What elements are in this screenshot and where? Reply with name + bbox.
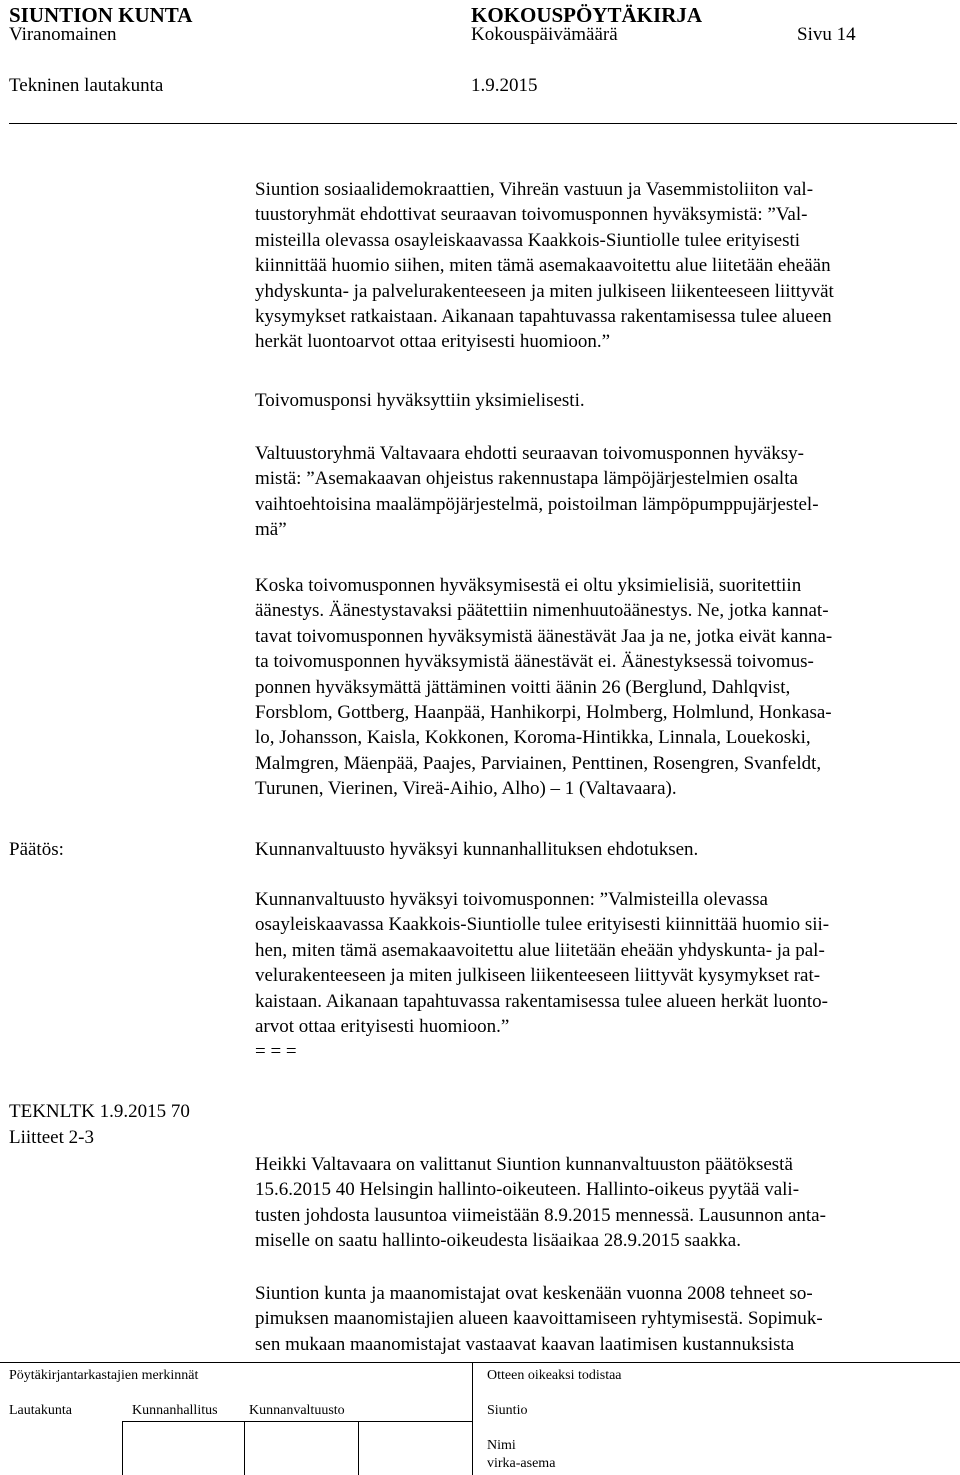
text-line: Koska toivomusponnen hyväksymisestä ei oltu yksimielisiä, suoritettiin xyxy=(255,575,802,596)
footer-signature-line xyxy=(122,1421,472,1422)
position-label: virka-asema xyxy=(487,1456,556,1471)
text-line: äänestys. Äänestystavaksi päätettiin nimenhuutoäänestys. Ne, jotka kannat- xyxy=(255,600,829,622)
organization-name: SIUNTION KUNTA xyxy=(9,3,193,27)
document-type: KOKOUSPÖYTÄKIRJA xyxy=(471,3,703,27)
paragraph-proposal-1 xyxy=(255,177,955,355)
paragraph-accepted xyxy=(255,388,955,413)
text-line: herkät luontoarvot ottaa erityisesti huomioon.” xyxy=(255,331,611,353)
text-line: pimuksen maanomistajien alueen kaavoittamiseen ryhtymisestä. Sopimuk- xyxy=(255,1308,823,1330)
column-municipal-council: Kunnanvaltuusto xyxy=(249,1403,345,1418)
text-line: Heikki Valtavaara on valittanut Siuntion kunnanvaltuuston päätöksestä xyxy=(255,1154,793,1175)
text-line: kysymykset ratkaistaan. Aikanaan tapahtuvassa rakentamisessa tulee alueen xyxy=(255,306,832,328)
column-committee: Lautakunta xyxy=(9,1403,72,1418)
footer-center-divider xyxy=(472,1362,473,1475)
text-line: velurakenteeseen ja miten julkiseen liikenteeseen liittyvät kysymykset rat- xyxy=(255,965,821,987)
text-line: vaihtoehtoisina maalämpöjärjestelmä, poistoilman lämpöpumppujärjestel- xyxy=(255,493,819,515)
text-line: miselle on saatu hallinto-oikeudesta lisäaikaa 28.9.2015 saakka. xyxy=(255,1230,741,1252)
text-line: sen mukaan maanomistajat vastaavat kaavan laatimisen kustannuksista xyxy=(255,1333,795,1355)
text-line: mä” xyxy=(255,519,287,541)
text-line: tuustoryhmät ehdottivat seuraavan toivomusponnen hyväksymistä: ”Val- xyxy=(255,204,808,226)
footer-column-divider-2 xyxy=(244,1421,245,1475)
name-label: Nimi xyxy=(487,1438,516,1453)
attachments-label: Liitteet 2-3 xyxy=(9,1127,94,1148)
text-line: Kunnanvaltuusto hyväksyi toivomusponnen: ”Valmisteilla olevassa xyxy=(255,889,768,910)
paragraph-vote xyxy=(255,573,955,802)
text-line: kaistaan. Aikanaan tapahtuvassa rakentamisessa tulee alueen herkät luonto- xyxy=(255,990,828,1012)
paragraph-adopted-resolution xyxy=(255,887,955,1065)
text-line: Siuntion kunta ja maanomistajat ovat keskenään vuonna 2008 tehneet so- xyxy=(255,1283,813,1304)
text-line: ta toivomusponnen hyväksymistä äänestävät ei. Äänestyksessä toivomus- xyxy=(255,651,814,673)
text-line: mistä: ”Asemakaavan ohjeistus rakennustapa lämpöjärjestelmien osalta xyxy=(255,468,798,490)
authority-name: Tekninen lautakunta xyxy=(9,75,164,96)
text-line: Turunen, Vierinen, Vireä-Aihio, Alho) – 1 (Valtavaara). xyxy=(255,778,677,800)
section-reference: TEKNLTK 1.9.2015 70 xyxy=(9,1101,190,1122)
paragraph-decision xyxy=(255,837,955,862)
text-line: tavat toivomusponnen hyväksymistä äänestävät Jaa ja ne, jotka eivät kanna- xyxy=(255,625,833,647)
text-line: osayleiskaavassa Kaakkois-Siuntiolle tulee erityisesti kiinnittää huomio sii- xyxy=(255,914,830,936)
text-line: = = = xyxy=(255,1041,297,1063)
paragraph-proposal-2 xyxy=(255,441,955,543)
text-line: Toivomusponsi hyväksyttiin yksimielisesti. xyxy=(255,390,585,411)
text-line: yhdyskunta- ja palvelurakenteeseen ja miten julkiseen liikenteeseen liittyvät xyxy=(255,280,834,302)
text-line: tusten johdosta lausuntoa viimeistään 8.9.2015 mennessä. Lausunnon anta- xyxy=(255,1204,826,1226)
text-line: Malmgren, Mäenpää, Paajes, Parviainen, Penttinen, Rosengren, Svanfeldt, xyxy=(255,752,822,774)
header-divider xyxy=(9,123,957,124)
text-line: Forsblom, Gottberg, Haanpää, Hanhikorpi, Holmberg, Holmlund, Honkasa- xyxy=(255,702,832,724)
text-line: ponnen hyväksymättä jättäminen voitti äänin 26 (Berglund, Dahlqvist, xyxy=(255,676,791,698)
page-number: Sivu 14 xyxy=(797,24,856,45)
column-municipal-board: Kunnanhallitus xyxy=(132,1403,218,1418)
decision-label: Päätös: xyxy=(9,839,64,860)
text-line: arvot ottaa erityisesti huomioon.” xyxy=(255,1016,510,1038)
paragraph-appeal xyxy=(255,1152,955,1254)
footer-column-divider-3 xyxy=(358,1421,359,1475)
meeting-date-label: Kokouspäivämäärä xyxy=(471,24,618,45)
authority-label: Viranomainen xyxy=(9,24,117,45)
text-line: Valtuustoryhmä Valtavaara ehdotti seuraavan toivomusponnen hyväksy- xyxy=(255,443,804,464)
minutes-checkers-label: Pöytäkirjantarkastajien merkinnät xyxy=(9,1368,199,1383)
paragraph-agreement xyxy=(255,1281,955,1357)
text-line: kiinnittää huomio siihen, miten tämä asemakaavoitettu alue liitetään eheään xyxy=(255,255,831,277)
footer-column-divider-1 xyxy=(122,1421,123,1475)
footer-top-border xyxy=(0,1362,960,1363)
meeting-date: 1.9.2015 xyxy=(471,75,538,96)
place-label: Siuntio xyxy=(487,1403,528,1418)
text-line: Kunnanvaltuusto hyväksyi kunnanhallituksen ehdotuksen. xyxy=(255,839,699,860)
text-line: 15.6.2015 40 Helsingin hallinto-oikeuteen. Hallinto-oikeus pyytää vali- xyxy=(255,1179,800,1201)
text-line: Siuntion sosiaalidemokraattien, Vihreän vastuun ja Vasemmistoliiton val- xyxy=(255,179,814,200)
certified-copy-label: Otteen oikeaksi todistaa xyxy=(487,1368,622,1383)
text-line: lo, Johansson, Kaisla, Kokkonen, Koroma-Hintikka, Linnala, Louekoski, xyxy=(255,727,811,749)
text-line: hen, miten tämä asemakaavoitettu alue liitetään eheään yhdyskunta- ja pal- xyxy=(255,939,825,961)
text-line: misteilla olevassa osayleiskaavassa Kaakkois-Siuntiolle tulee erityisesti xyxy=(255,229,801,251)
